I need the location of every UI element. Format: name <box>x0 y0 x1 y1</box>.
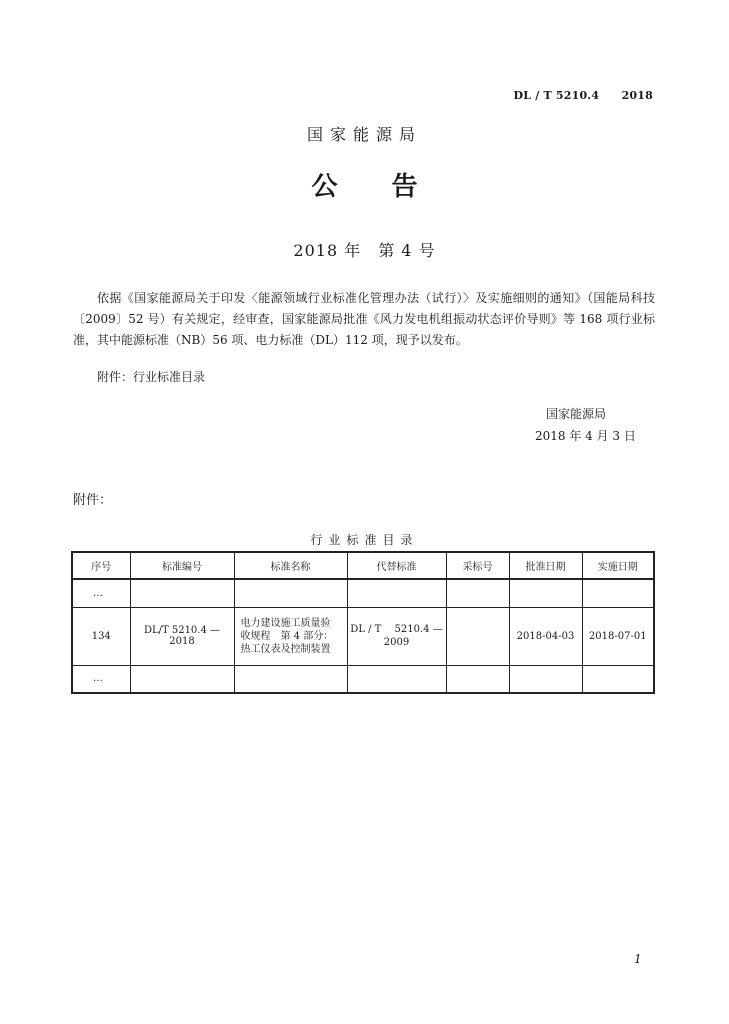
col-header-approval: 批准日期 <box>509 552 582 579</box>
cell-replaces-line: 2009 <box>383 637 410 648</box>
ellipsis-cell: … <box>72 579 130 607</box>
ellipsis-cell: … <box>72 665 130 693</box>
page-number: 1 <box>634 952 642 966</box>
table-row-ellipsis-bottom <box>72 665 654 693</box>
signature-organization: 国家能源局 <box>546 407 607 421</box>
standard-code-header: DL / T 5210.4 2018 <box>513 89 653 102</box>
cell-seq: 134 <box>72 607 130 665</box>
cell-code: DL/T 5210.4 —2018 <box>130 607 234 665</box>
col-header-adopted: 采标号 <box>446 552 509 579</box>
col-header-code: 标准编号 <box>130 552 234 579</box>
standards-table <box>71 551 655 694</box>
cell-name <box>234 607 347 665</box>
attachment-label: 附件： <box>73 493 113 508</box>
cell-replaces-line: DL / T 5210.4 — <box>350 624 443 635</box>
table-header-row <box>72 552 654 579</box>
cell-replaces <box>347 607 446 665</box>
issuing-agency: 国家能源局 <box>306 125 422 144</box>
col-header-seq: 序号 <box>72 552 130 579</box>
col-header-effective: 实施日期 <box>582 552 654 579</box>
cell-name-line: 热工仪表及控制装置 <box>240 643 331 655</box>
cell-name-line: 收规程 第 4 部分： <box>240 630 334 642</box>
table-row <box>72 607 654 665</box>
signature-date: 2018 年 4 月 3 日 <box>535 429 636 443</box>
notice-body: 依据《国家能源局关于印发〈能源领域行业标准化管理办法（试行）〉及实施细则的通知》（国能局科技〔2009〕52 号）有关规定，经审查，国家能源局批准《风力发电机组振动状态评价导则》等 168 项行业标准，其中能源标准（NB）56 项、电力标准（DL）112 项，现予以发布。 <box>73 291 655 347</box>
cell-approval-date: 2018-04-03 <box>509 607 582 665</box>
cell-adopted <box>446 607 509 665</box>
issue-number: 2018 年 第 4 号 <box>293 241 436 260</box>
col-header-replaces: 代替标准 <box>347 552 446 579</box>
cell-effective-date: 2018-07-01 <box>582 607 654 665</box>
cell-name-line: 电力建设施工质量验 <box>240 617 331 629</box>
table-title: 行业标准目录 <box>310 533 419 547</box>
col-header-name: 标准名称 <box>234 552 347 579</box>
attachment-reference: 附件：行业标准目录 <box>97 370 206 384</box>
table-row-ellipsis-top <box>72 579 654 607</box>
notice-type-title: 公告 <box>311 172 472 202</box>
